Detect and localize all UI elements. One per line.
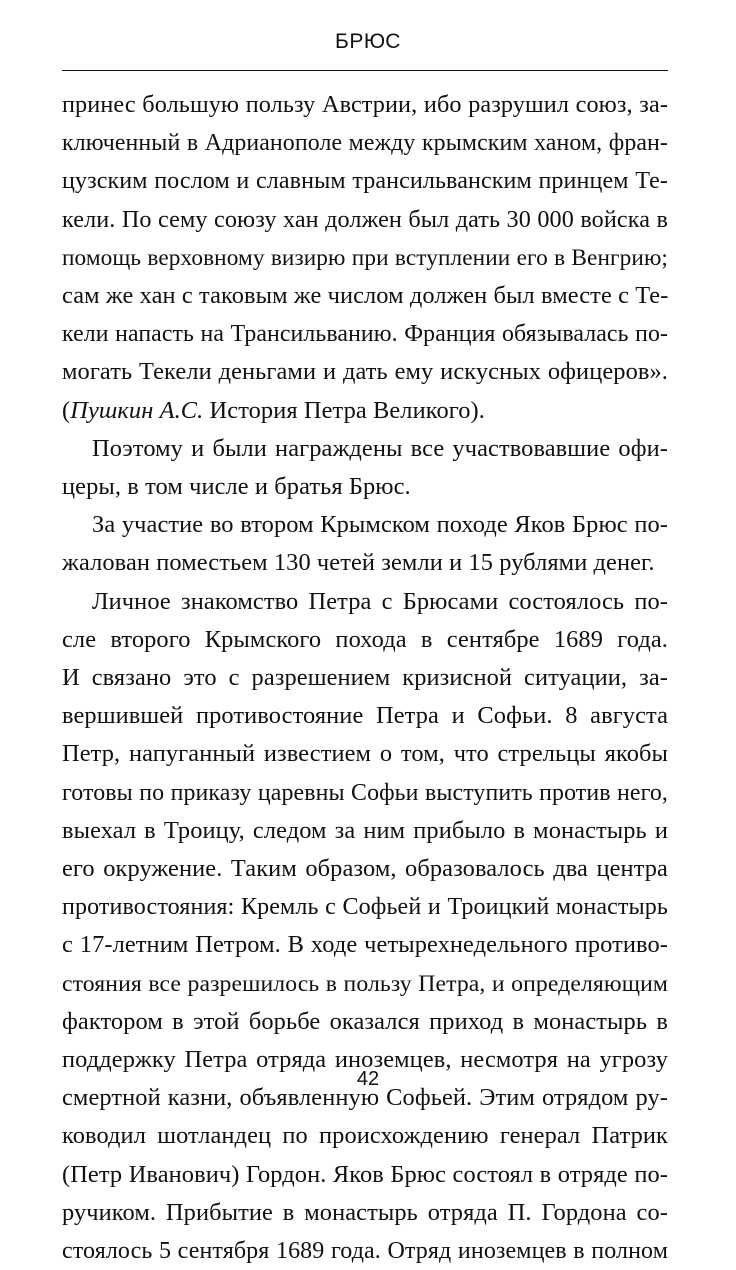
body-text [62,86,668,1270]
running-header-title: БРЮС [335,30,401,53]
text-line: Поэтому и были награждены все участвовавшие офи- [92,434,668,462]
text-line: ручиком. Прибытие в монастырь отряда П. Гордона со- [62,1198,668,1226]
citation-title: История Петра Великого). [203,396,485,424]
text-line: могать Текели деньгами и дать ему искусных офицеров». [62,358,668,386]
text-line: За участие во втором Крымском походе Яков Брюс по- [92,511,668,539]
text-line: стоялось 5 сентября 1689 года. Отряд иноземцев в полном [62,1238,668,1265]
text-line: церы, в том числе и братья Брюс. [62,473,411,501]
text-line: поддержку Петра отряда иноземцев, несмотря на угрозу [62,1046,668,1074]
text-line: фактором в этой борьбе оказался приход в монастырь в [62,1007,668,1035]
text-line: ключенный в Адрианополе между крымским ханом, фран- [62,130,668,157]
citation-line [62,392,668,430]
page-number: 42 [356,1068,380,1090]
citation-open-paren: ( [62,396,71,424]
text-line: готовы по приказу царевны Софьи выступить против него, [62,779,668,806]
text-line: принес большую пользу Австрии, ибо разрушил союз, за- [62,91,668,118]
text-line: смертной казни, объявленную Софьей. Этим отрядом ру- [62,1084,668,1112]
text-line: помощь верховному визирю при вступлении его в Венгрию; [62,244,668,271]
text-line: его окружение. Таким образом, образовалось два центра [62,855,668,883]
text-line: сам же хан с таковым же числом должен был вместе с Те- [62,282,669,310]
text-line: сле второго Крымского похода в сентябре 1689 года. [62,625,668,653]
text-line: противостояния: Кремль с Софьей и Троицкий монастырь [62,894,668,921]
header-rule [62,70,668,71]
text-line: И связано это с разрешением кризисной ситуации, за- [62,664,668,692]
text-line: выехал в Троицу, следом за ним прибыло в монастырь и [62,816,668,844]
text-line: вершившей противостояние Петра и Софьи. 8 августа [62,702,668,730]
text-line: кели напасть на Трансильванию. Франция обязывалась по- [62,321,668,348]
text-line: ководил шотландец по происхождению генерал Патрик [62,1122,668,1150]
text-line: с 17-летним Петром. В ходе четырехнедельного противо- [62,931,668,959]
text-line: Петр, напуганный известием о том, что стрельцы якобы [62,740,668,768]
text-line: кели. По сему союзу хан должен был дать 30 000 войска в [62,205,668,233]
text-line: стояния все разрешилось в пользу Петра, и определяющим [62,970,668,997]
text-line: цузским послом и славным трансильванским принцем Те- [62,168,668,195]
citation-author: Пушкин А.С. [70,396,204,424]
text-line: жалован поместьем 130 четей земли и 15 рублями денег. [62,549,655,577]
text-line: Личное знакомство Петра с Брюсами состоялось по- [92,587,668,615]
text-line: (Петр Иванович) Гордон. Яков Брюс состоял в отряде по- [62,1160,668,1188]
